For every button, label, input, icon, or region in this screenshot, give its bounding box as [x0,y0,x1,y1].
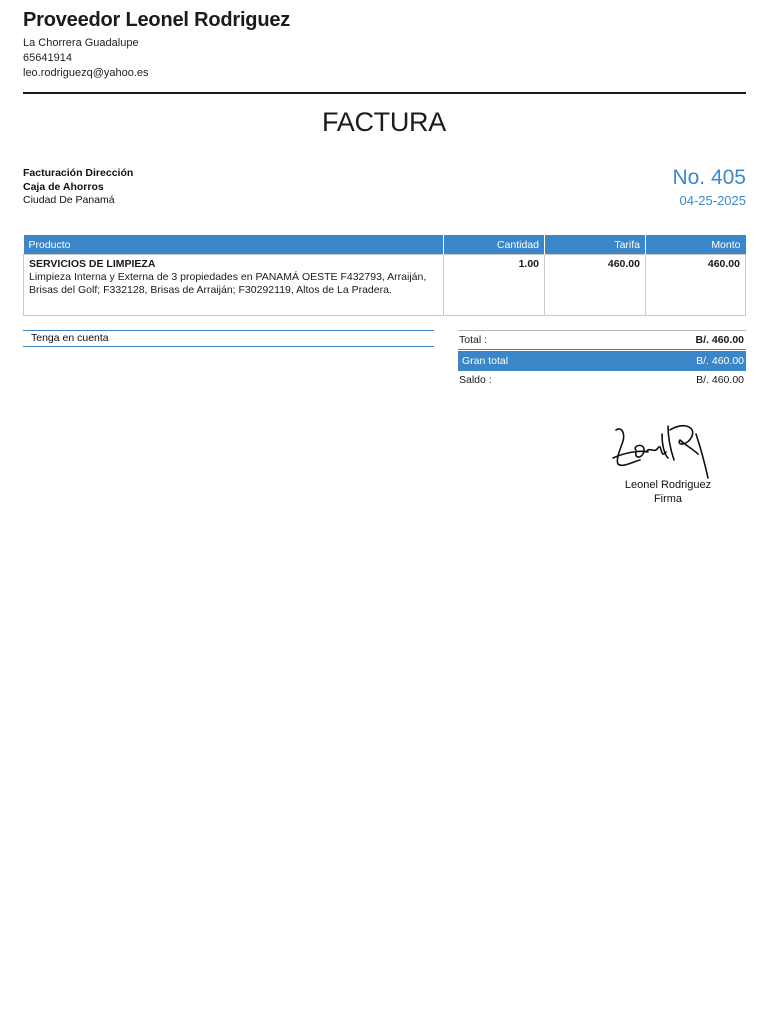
grand-total-label: Gran total [462,355,509,367]
vendor-phone: 65641914 [23,52,72,64]
invoice-date: 04-25-2025 [679,193,746,208]
signer-name: Leonel Rodriguez [624,479,712,491]
total-row [458,330,746,350]
product-title: SERVICIOS DE LIMPIEZA [29,258,156,270]
vendor-name: Proveedor Leonel Rodriguez [23,9,291,31]
header-quantity: Cantidad [444,235,545,255]
total-value: B/. 460.00 [695,334,744,346]
grand-total-row [458,351,746,371]
table-row [24,255,746,316]
header-product: Producto [24,235,444,255]
balance-value: B/. 460.00 [696,374,744,386]
document-title: FACTURA [322,107,446,137]
items-table [23,235,746,316]
signature-label: Firma [653,493,683,505]
vendor-email: leo.rodriguezq@yahoo.es [23,67,149,79]
bill-to-line-2: Caja de Ahorros [23,181,104,193]
vendor-address: La Chorrera Guadalupe [23,37,139,49]
grand-total-value: B/. 460.00 [696,355,744,367]
header-rate: Tarifa [545,235,646,255]
balance-label: Saldo : [459,374,492,386]
product-cell [24,255,444,316]
items-table-header [24,235,746,255]
balance-row [458,371,746,389]
amount-cell: 460.00 [646,255,746,316]
notes-top-rule [23,330,434,331]
total-label: Total : [459,334,488,346]
bill-to-line-3: Ciudad De Panamá [23,194,115,206]
product-description: Limpieza Interna y Externa de 3 propiedades en PANAMÁ OESTE F432793, Arraiján, Brisas del Golf; F332128, Brisas de Arraiján; F30292119, Altos de La Pradera. [29,271,427,296]
header-amount: Monto [646,235,746,255]
invoice-number: No. 405 [672,166,746,189]
handwritten-signature [610,420,714,482]
notes-label: Tenga en cuenta [31,332,109,344]
quantity-cell: 1.00 [444,255,545,316]
notes-bottom-rule [23,346,434,347]
rate-cell: 460.00 [545,255,646,316]
bill-to-line-1: Facturación Dirección [23,167,134,179]
header-divider [23,92,746,94]
